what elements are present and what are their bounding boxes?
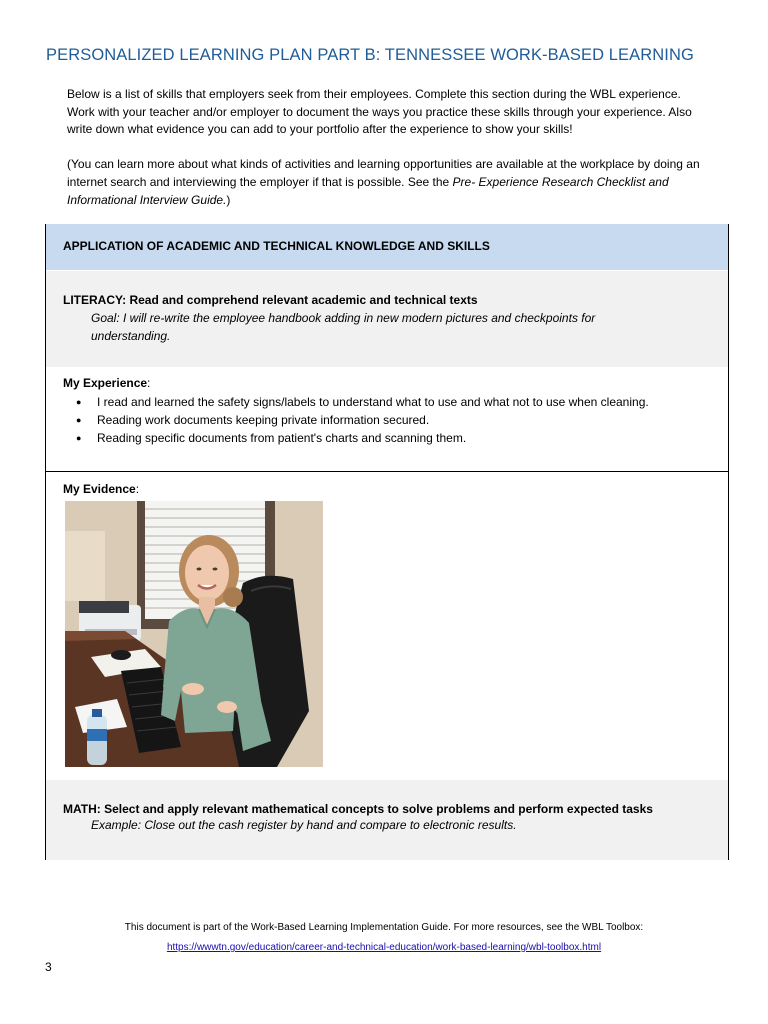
experience-label [63, 376, 150, 390]
list-item: ● Reading work documents keeping private information secured. [74, 411, 649, 429]
math-example: Example: Close out the cash register by hand and compare to electronic results. [91, 818, 517, 832]
evidence-photo [65, 501, 323, 767]
page-number: 3 [45, 960, 52, 974]
evidence-label-text: My Evidence [63, 482, 136, 496]
literacy-row [46, 271, 728, 367]
experience-row [46, 367, 728, 472]
footer-text: This document is part of the Work-Based Learning Implementation Guide. For more resources, see the WBL Toolbox: [124, 922, 644, 933]
experience-label-text: My Experience [63, 376, 148, 390]
wbl-toolbox-link[interactable]: https://wwwtn.gov/education/career-and-technical-education/work-based-learning/wbl-toolbox.html [166, 942, 602, 953]
evidence-label [63, 482, 139, 496]
experience-list [74, 393, 649, 447]
table-header-row [46, 224, 728, 271]
intro-text [67, 86, 707, 227]
list-item: ● I read and learned the safety signs/labels to understand what to use and what not to use when cleaning. [74, 393, 649, 411]
intro-guide-reference: Pre- Experience Research Checklist and Informational Interview Guide. [67, 174, 669, 207]
intro-paragraph-2-start: (You can learn more about what kinds of activities and learning opportunities are available at the workplace by doing an internet search and interviewing the employer if that is possible. See the [67, 157, 700, 189]
literacy-goal: Goal: I will re-write the employee handbook adding in new modern pictures and checkpoints for understanding. [91, 311, 596, 343]
skills-table [45, 224, 729, 860]
intro-paragraph-2 [67, 156, 707, 209]
footer [0, 918, 768, 958]
math-row [46, 780, 728, 860]
experience-label-colon: : [147, 376, 151, 390]
evidence-label-colon: : [135, 482, 140, 496]
literacy-title: LITERACY: Read and comprehend relevant academic and technical texts [63, 293, 478, 307]
intro-paragraph-1: Below is a list of skills that employers seek from their employees. Complete this section during the WBL experience. Work with your teacher and/or employer to document the ways you practice these skills through your experience. Also write down what evidence you can add to your portfolio after the experience to show your skills! [67, 87, 692, 137]
evidence-row [46, 472, 728, 780]
table-header: APPLICATION OF ACADEMIC AND TECHNICAL KNOWLEDGE AND SKILLS [63, 239, 490, 253]
math-title: MATH: Select and apply relevant mathematical concepts to solve problems and perform expected tasks [63, 802, 653, 816]
page-title: PERSONALIZED LEARNING PLAN PART B: TENNESSEE WORK-BASED LEARNING [46, 46, 694, 64]
intro-paragraph-2-end: ) [226, 192, 231, 207]
list-item: ● Reading specific documents from patient's charts and scanning them. [74, 429, 649, 447]
